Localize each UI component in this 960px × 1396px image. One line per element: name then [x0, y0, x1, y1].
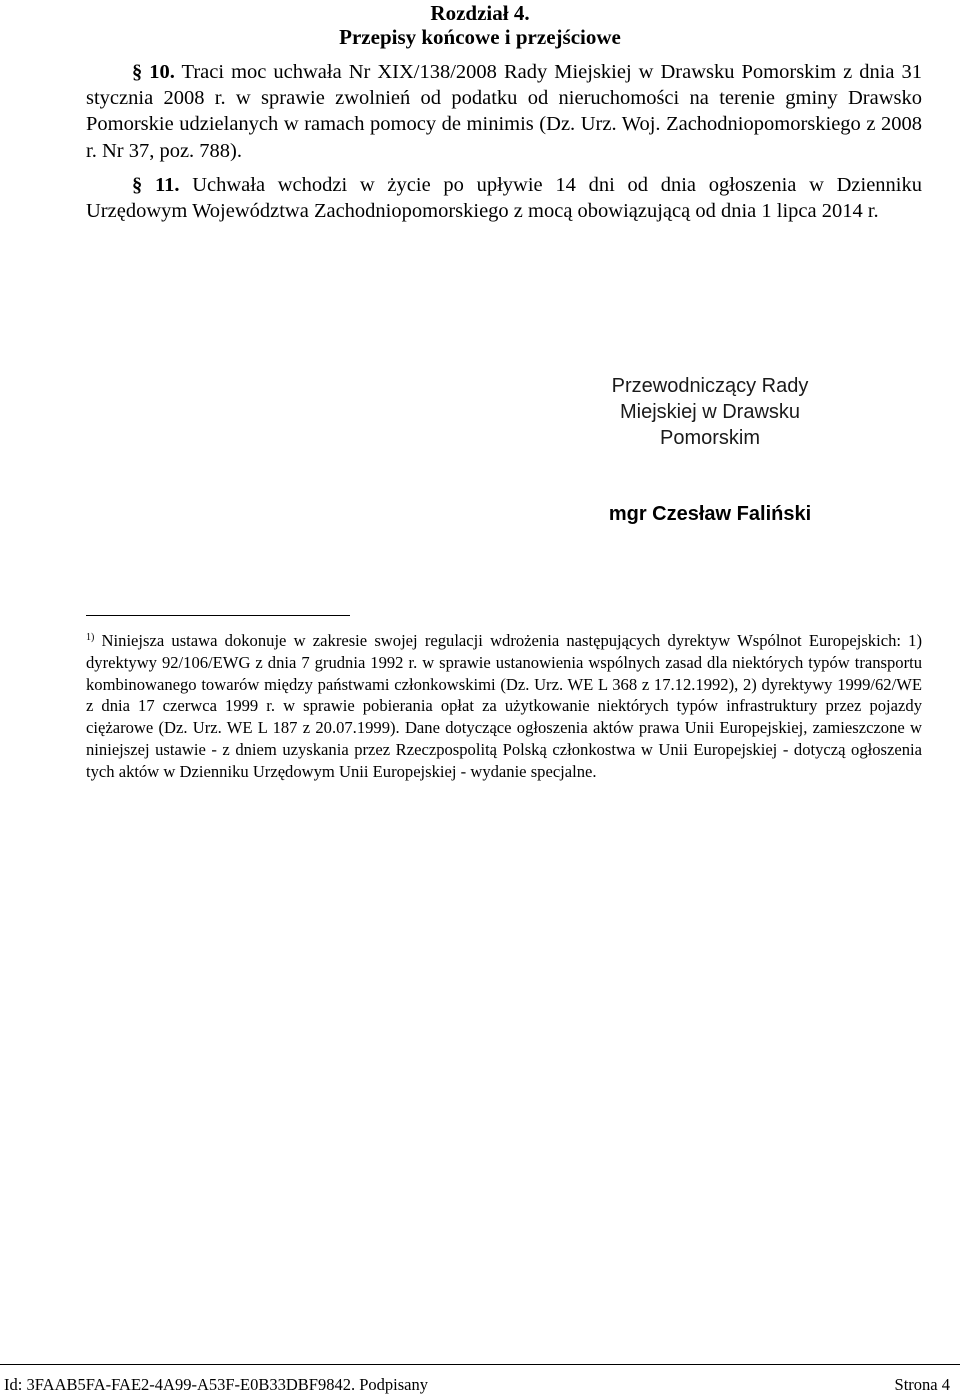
- document-id: Id: 3FAAB5FA-FAE2-4A99-A53F-E0B33DBF9842. Podpisany: [4, 1375, 428, 1394]
- chapter-number: Rozdział 4.: [430, 1, 530, 25]
- signatory-name: mgr Czesław Faliński: [608, 503, 812, 525]
- section-sign: §: [132, 174, 143, 196]
- footer-separator: [0, 1364, 960, 1365]
- paragraph-number: 11.: [154, 174, 180, 196]
- signature-title-line3: Pomorskim: [659, 427, 760, 449]
- footnote-text: Niniejsza ustawa dokonuje w zakresie swojej regulacji wdrożenia następujących dyrektyw Wspólnot Europejskich: 1) dyrektywy 92/106/EWG z dnia 7 grudnia 1992 r. w sprawie ustanowienia wspólnych zasad dla niektórych typów transportu kombinowanego towarów między państwami członkowskimi (Dz. Urz. WE L 368 z 17.12.1992), 2) dyrektywy 1999/62/WE z dnia 17 czerwca 1999 r. w sprawie pobierania opłat za użytkowanie niektórych typów infrastruktury przez pojazdy ciężarowe (Dz. Urz. WE L 187 z 20.07.1999). Dane dotyczące ogłoszenia aktów prawa Unii Europejskiej, zamieszczone w niniejszej ustawie - z dniem uzyskania przez Rzeczpospolitą Polską członkostwa w Unii Europejskiej - dotyczą ogłoszenia tych aktów w Dzienniku Urzędowym Unii Europejskiej - wydanie specjalne.: [86, 631, 923, 781]
- paragraph-text: Uchwała wchodzi w życie po upływie 14 dni od dnia ogłoszenia w Dzienniku Urzędowym Województwa Zachodniopomorskiego z mocą obowiązującą od dnia 1 lipca 2014 r.: [86, 174, 923, 223]
- paragraph-11: [86, 172, 922, 224]
- paragraph-text: Traci moc uchwała Nr XIX/138/2008 Rady Miejskiej w Drawsku Pomorskim z dnia 31 stycznia 2008 r. w sprawie zwolnień od podatku od nieruchomości na terenie gminy Drawsko Pomorskie udzielanych w ramach pomocy de minimis (Dz. Urz. Woj. Zachodniopomorskiego z 2008 r. Nr 37, poz. 788).: [86, 61, 923, 162]
- section-sign: §: [132, 61, 143, 83]
- chapter-title: Przepisy końcowe i przejściowe: [339, 25, 621, 49]
- footnote: [86, 627, 922, 783]
- signature-title-line1: Przewodniczący Rady: [611, 375, 809, 397]
- signature-title-line2: Miejskiej w Drawsku: [619, 401, 801, 423]
- footnote-separator: [86, 615, 350, 616]
- footnote-marker: 1): [86, 632, 95, 643]
- paragraph-number: 10.: [149, 61, 175, 83]
- paragraph-10: [86, 59, 922, 164]
- page-number: Strona 4: [894, 1375, 950, 1394]
